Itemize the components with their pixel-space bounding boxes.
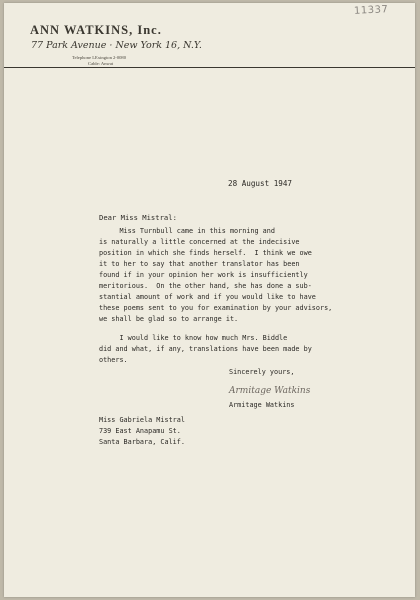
recipient-street: 739 East Anapamu St. [99, 427, 181, 435]
body-line: I would like to know how much Mrs. Biddle [99, 334, 288, 342]
signer-name: Armitage Watkins [229, 401, 295, 409]
letterhead-telephone: Telephone LExington 2-0080 [72, 55, 127, 60]
body-line: did and what, if any, translations have been made by [99, 345, 312, 353]
recipient-city: Santa Barbara, Calif. [99, 438, 185, 446]
body-line: others. [99, 356, 128, 364]
body-line: meritorious. On the other hand, she has done a sub- [99, 282, 312, 290]
letter-page [4, 3, 415, 597]
body-line: found if in your opinion her work is insufficiently [99, 271, 308, 279]
body-line: stantial amount of work and if you would like to have [99, 293, 316, 301]
body-line: position in which she finds herself. I think we owe [99, 249, 312, 257]
complimentary-close: Sincerely yours, [229, 368, 295, 376]
letterhead-divider [4, 67, 415, 68]
body-line: these poems sent to you for examination by your advisors, [99, 304, 333, 312]
letterhead-address: 77 Park Avenue · New York 16, N.Y. [31, 40, 202, 51]
archive-stamp-number: 11337 [353, 4, 389, 17]
letterhead-company-name: ANN WATKINS, Inc. [30, 23, 162, 37]
body-line: it to her to say that another translator has been [99, 260, 300, 268]
letter-date: 28 August 1947 [228, 179, 293, 188]
body-line: is naturally a little concerned at the indecisive [99, 238, 300, 246]
body-line: we shall be glad so to arrange it. [99, 315, 239, 323]
salutation: Dear Miss Mistral: [99, 213, 177, 222]
body-line: Miss Turnbull came in this morning and [99, 227, 275, 235]
recipient-name: Miss Gabriela Mistral [99, 416, 185, 424]
letterhead-cable: Cable: Anwat [88, 61, 114, 66]
handwritten-signature: Armitage Watkins [229, 386, 311, 396]
